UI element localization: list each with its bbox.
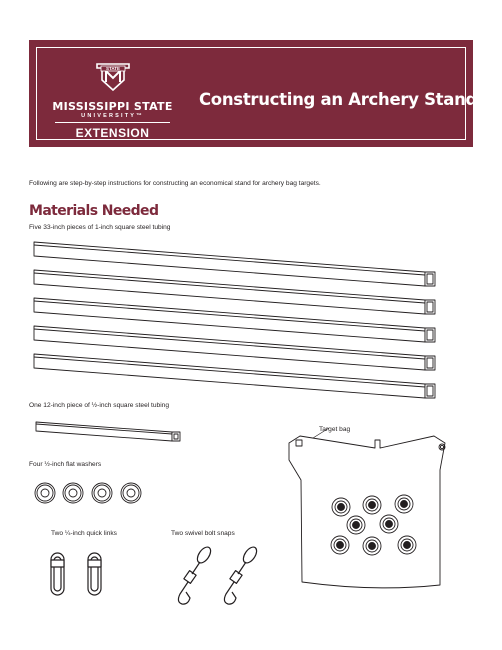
washer-1 [35, 483, 55, 503]
target-spot-3 [395, 495, 413, 513]
target-spot-5 [380, 515, 398, 533]
target-bag-label: Target bag [319, 426, 351, 433]
logo-university-word: UNIVERSITY™ [81, 113, 144, 119]
target-spot-6 [331, 536, 349, 554]
bolt-snap-1 [178, 545, 213, 604]
target-spot-7 [363, 537, 381, 555]
page-title: Constructing an Archery Stand [199, 90, 478, 109]
washer-3 [92, 483, 112, 503]
washer-2 [63, 483, 83, 503]
intro-text: Following are step-by-step instructions for constructing an economical stand for archery bag targets. [29, 180, 321, 187]
logo-university-name: MISSISSIPPI STATE [52, 100, 173, 113]
short-tube-label: One 12-inch piece of ½-inch square steel tubing [29, 402, 170, 409]
short-steel-tube [36, 422, 180, 441]
logo-extension: EXTENSION [75, 126, 150, 140]
washers-label: Four ½-inch flat washers [29, 461, 102, 468]
quick-link-1 [51, 553, 64, 595]
target-spot-2 [363, 496, 381, 514]
washer-4 [121, 483, 141, 503]
bolt-snaps-label: Two swivel bolt snaps [171, 530, 235, 537]
target-spot-4 [347, 516, 365, 534]
quick-links-label: Two ¼-inch quick links [51, 530, 117, 537]
target-spot-8 [398, 536, 416, 554]
materials-heading: Materials Needed [29, 203, 159, 219]
target-bag [289, 428, 445, 588]
shield-text: STATE [105, 66, 121, 72]
target-spot-1 [332, 498, 350, 516]
tubes-label: Five 33-inch pieces of 1-inch square steel tubing [29, 224, 171, 231]
quick-link-2 [88, 553, 101, 595]
flat-washers [35, 483, 141, 503]
bolt-snap-2 [224, 545, 259, 604]
